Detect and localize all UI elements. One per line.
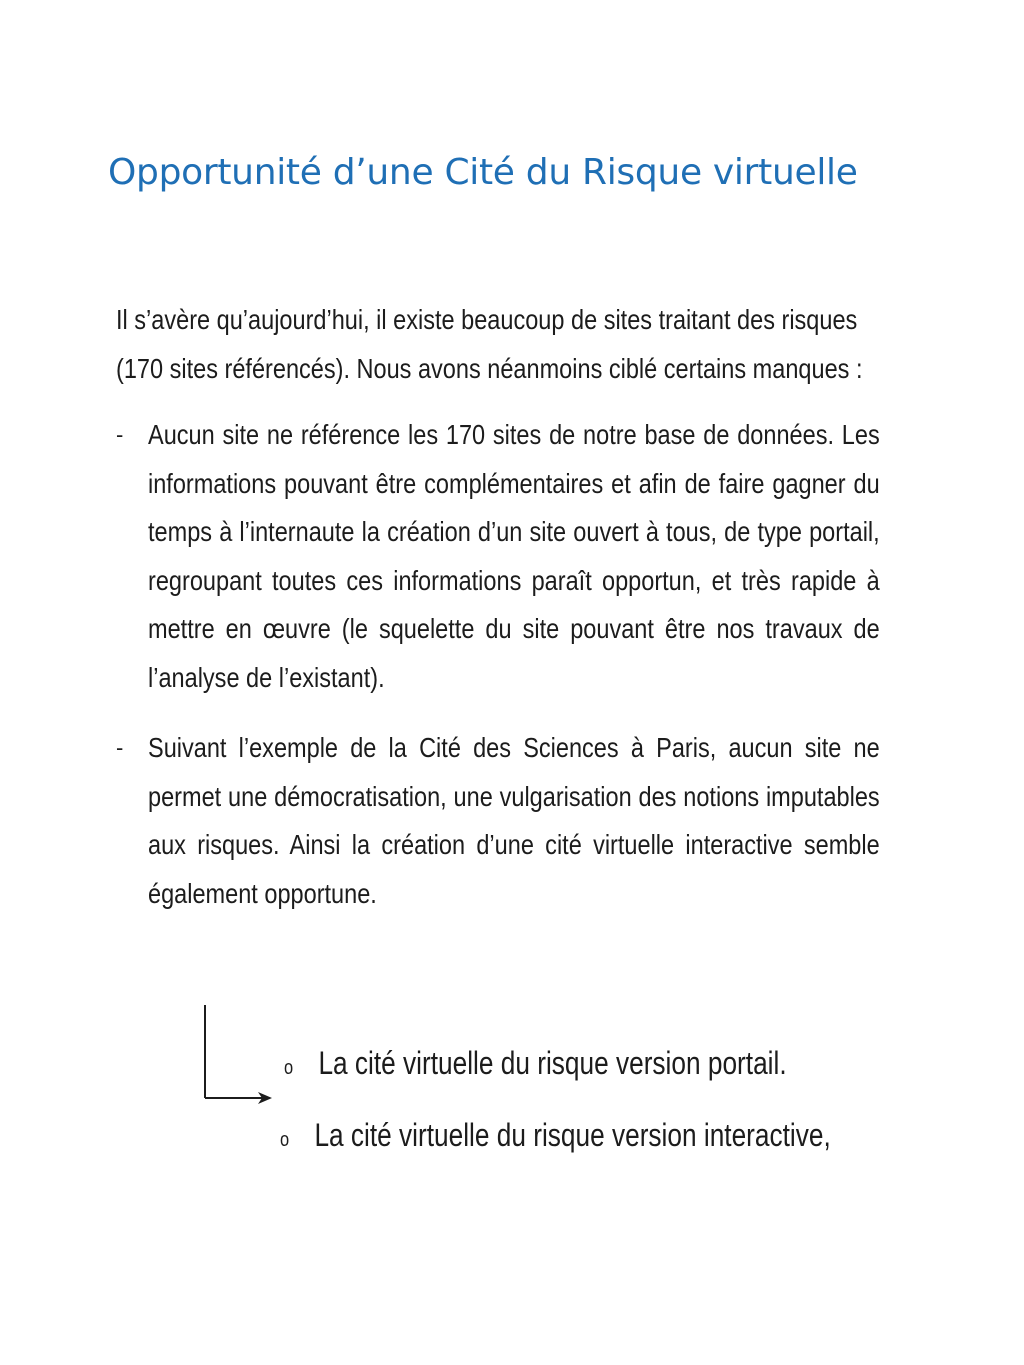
sub-item-text: La cité virtuelle du risque version interactive,: [314, 1117, 831, 1153]
sub-list: [200, 1005, 900, 1175]
bullet-marker: -: [116, 735, 124, 760]
page-title: Opportunité d’une Cité du Risque virtuelle: [108, 152, 858, 193]
bullet-marker: -: [116, 422, 124, 447]
body-text: [116, 296, 880, 940]
sub-list-item: [284, 1045, 787, 1082]
bullet-text: Suivant l’exemple de la Cité des Sciences à Paris, aucun site ne permet une démocratisation, une vulgarisation des notions imputables aux risques. Ainsi la création d’une cité virtuelle interactive semble également opportune.: [148, 732, 880, 909]
circle-bullet-icon: o: [280, 1129, 290, 1151]
bullet-list: [116, 411, 880, 918]
list-item: [116, 724, 880, 918]
corner-right-arrow-icon: [200, 1005, 290, 1115]
intro-paragraph: Il s’avère qu’aujourd’hui, il existe beaucoup de sites traitant des risques (170 sites référencés). Nous avons néanmoins ciblé certains manques :: [116, 304, 863, 384]
circle-bullet-icon: o: [284, 1057, 294, 1079]
sub-item-text: La cité virtuelle du risque version portail.: [318, 1045, 787, 1081]
sub-list-item: [280, 1117, 831, 1154]
list-item: [116, 411, 880, 702]
bullet-text: Aucun site ne référence les 170 sites de notre base de données. Les informations pouvant être complémentaires et afin de faire gagner du temps à l’internaute la création d’un site ouvert à tous, de type portail, regroupant toutes ces informations paraît opportun, et très rapide à mettre en œuvre (le squelette du site pouvant être nos travaux de l’analyse de l’existant).: [148, 419, 880, 693]
